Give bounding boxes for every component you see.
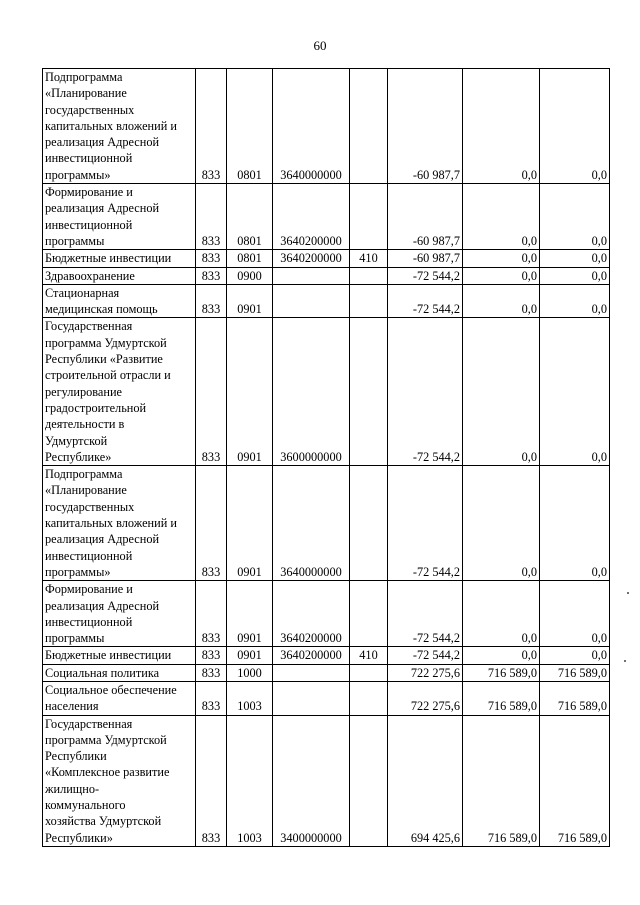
cell-expense-type (350, 267, 388, 284)
cell-section-code: 0801 (227, 184, 273, 250)
cell-name-line: «Планирование (45, 86, 127, 101)
cell-amount-2: 0,0 (463, 250, 540, 267)
cell-amount-3: 716 589,0 (540, 681, 610, 715)
cell-amount-3: 0,0 (540, 250, 610, 267)
cell-amount-3: 0,0 (540, 466, 610, 581)
cell-name-line: государственных (45, 102, 135, 117)
cell-ved-code: 833 (196, 284, 227, 318)
cell-amount-3: 0,0 (540, 284, 610, 318)
cell-amount-2: 0,0 (463, 318, 540, 466)
table-row (43, 250, 610, 267)
table-row (43, 466, 610, 581)
cell-name-line: инвестиционной (45, 548, 133, 563)
cell-name (43, 466, 196, 581)
cell-target-article (273, 267, 350, 284)
table-row (43, 664, 610, 681)
cell-expense-type (350, 664, 388, 681)
cell-target-article (273, 681, 350, 715)
cell-name-line: инвестиционной (45, 614, 133, 629)
cell-target-article: 3600000000 (273, 318, 350, 466)
table-row (43, 647, 610, 664)
cell-name-line: реализация Адресной (45, 201, 160, 216)
scan-speck (624, 660, 626, 662)
cell-amount-1: 694 425,6 (388, 715, 463, 846)
cell-expense-type (350, 681, 388, 715)
cell-amount-2: 0,0 (463, 284, 540, 318)
cell-name-line: инвестиционной (45, 217, 133, 232)
cell-amount-1: -72 544,2 (388, 318, 463, 466)
table-row (43, 715, 610, 846)
cell-amount-2: 716 589,0 (463, 681, 540, 715)
page-number: 60 (313, 38, 327, 53)
cell-section-code: 0900 (227, 267, 273, 284)
cell-target-article: 3640200000 (273, 581, 350, 647)
cell-name-line: государственных (45, 499, 135, 514)
cell-target-article: 3640200000 (273, 184, 350, 250)
cell-target-article: 3640000000 (273, 69, 350, 184)
table-row (43, 69, 610, 184)
table-row (43, 581, 610, 647)
cell-name-line: реализация Адресной (45, 135, 160, 150)
cell-name (43, 581, 196, 647)
cell-expense-type: 410 (350, 250, 388, 267)
cell-name (43, 318, 196, 466)
cell-name-line: капитальных вложений и (45, 516, 177, 531)
cell-section-code: 0901 (227, 318, 273, 466)
cell-expense-type (350, 184, 388, 250)
cell-name-line: реализация Адресной (45, 532, 160, 547)
cell-expense-type (350, 466, 388, 581)
cell-name-line: Здравоохранение (45, 268, 135, 283)
cell-name-line: Социальное обеспечение (45, 682, 177, 697)
cell-name-line: Республики «Развитие (45, 352, 163, 367)
cell-name-line: программы» (45, 167, 111, 182)
cell-target-article: 3640200000 (273, 647, 350, 664)
cell-name-line: Республике» (45, 449, 112, 464)
cell-target-article (273, 284, 350, 318)
cell-section-code: 0901 (227, 647, 273, 664)
cell-ved-code: 833 (196, 647, 227, 664)
budget-table (42, 68, 610, 847)
cell-target-article (273, 664, 350, 681)
cell-section-code: 1000 (227, 664, 273, 681)
cell-ved-code: 833 (196, 581, 227, 647)
cell-amount-1: -72 544,2 (388, 581, 463, 647)
cell-expense-type: 410 (350, 647, 388, 664)
cell-name (43, 69, 196, 184)
cell-name-line: Государственная (45, 716, 133, 731)
cell-name-line: Удмуртской (45, 433, 108, 448)
cell-ved-code: 833 (196, 184, 227, 250)
cell-name-line: программа Удмуртской (45, 335, 167, 350)
cell-name-line: «Планирование (45, 483, 127, 498)
cell-amount-3: 0,0 (540, 267, 610, 284)
cell-expense-type (350, 318, 388, 466)
cell-amount-1: -72 544,2 (388, 647, 463, 664)
cell-name-line: коммунального (45, 798, 126, 813)
cell-section-code: 0801 (227, 69, 273, 184)
cell-name-line: медицинская помощь (45, 302, 158, 317)
cell-section-code: 0901 (227, 581, 273, 647)
cell-amount-1: 722 275,6 (388, 681, 463, 715)
cell-name (43, 647, 196, 664)
cell-name-line: жилищно- (45, 781, 100, 796)
cell-name-line: реализация Адресной (45, 598, 160, 613)
cell-name-line: Подпрограмма (45, 467, 123, 482)
cell-name (43, 184, 196, 250)
cell-section-code: 0901 (227, 284, 273, 318)
cell-name-line: строительной отрасли и (45, 368, 171, 383)
cell-section-code: 0801 (227, 250, 273, 267)
cell-amount-1: -60 987,7 (388, 184, 463, 250)
cell-target-article: 3400000000 (273, 715, 350, 846)
cell-name-line: Республики (45, 749, 107, 764)
cell-amount-2: 716 589,0 (463, 664, 540, 681)
cell-name-line: хозяйства Удмуртской (45, 814, 162, 829)
cell-name-line: деятельности в (45, 417, 125, 432)
cell-name-line: Бюджетные инвестиции (45, 251, 172, 266)
cell-name-line: регулирование (45, 384, 122, 399)
cell-expense-type (350, 581, 388, 647)
cell-amount-3: 0,0 (540, 581, 610, 647)
cell-name-line: Формирование и (45, 185, 133, 200)
cell-expense-type (350, 69, 388, 184)
cell-name (43, 250, 196, 267)
cell-name-line: Социальная политика (45, 665, 160, 680)
cell-target-article: 3640000000 (273, 466, 350, 581)
cell-name-line: Формирование и (45, 582, 133, 597)
cell-name-line: градостроительной (45, 400, 147, 415)
table-row (43, 267, 610, 284)
cell-ved-code: 833 (196, 664, 227, 681)
cell-name (43, 681, 196, 715)
cell-amount-2: 0,0 (463, 647, 540, 664)
cell-name-line: программы (45, 631, 105, 646)
cell-ved-code: 833 (196, 318, 227, 466)
cell-name-line: Бюджетные инвестиции (45, 648, 172, 663)
cell-amount-2: 0,0 (463, 466, 540, 581)
cell-amount-2: 0,0 (463, 581, 540, 647)
cell-target-article: 3640200000 (273, 250, 350, 267)
cell-ved-code: 833 (196, 466, 227, 581)
table-row (43, 284, 610, 318)
cell-name (43, 664, 196, 681)
cell-name-line: программа Удмуртской (45, 732, 167, 747)
cell-amount-2: 0,0 (463, 267, 540, 284)
cell-expense-type (350, 284, 388, 318)
cell-amount-3: 716 589,0 (540, 664, 610, 681)
cell-name-line: «Комплексное развитие (45, 765, 170, 780)
cell-amount-2: 0,0 (463, 184, 540, 250)
cell-amount-1: -60 987,7 (388, 69, 463, 184)
cell-amount-2: 0,0 (463, 69, 540, 184)
cell-ved-code: 833 (196, 69, 227, 184)
cell-name-line: инвестиционной (45, 151, 133, 166)
scan-speck (627, 592, 629, 594)
budget-table-body (43, 69, 610, 847)
cell-name-line: населения (45, 699, 99, 714)
cell-ved-code: 833 (196, 250, 227, 267)
cell-section-code: 0901 (227, 466, 273, 581)
cell-name-line: Республики» (45, 830, 113, 845)
cell-ved-code: 833 (196, 681, 227, 715)
cell-section-code: 1003 (227, 681, 273, 715)
cell-name (43, 267, 196, 284)
cell-amount-1: -72 544,2 (388, 267, 463, 284)
cell-amount-1: 722 275,6 (388, 664, 463, 681)
cell-ved-code: 833 (196, 267, 227, 284)
cell-amount-3: 0,0 (540, 184, 610, 250)
cell-name (43, 715, 196, 846)
table-row (43, 318, 610, 466)
table-row (43, 681, 610, 715)
cell-amount-3: 0,0 (540, 69, 610, 184)
cell-amount-1: -72 544,2 (388, 284, 463, 318)
table-row (43, 184, 610, 250)
cell-name-line: Государственная (45, 319, 133, 334)
cell-amount-3: 716 589,0 (540, 715, 610, 846)
cell-expense-type (350, 715, 388, 846)
cell-name-line: Стационарная (45, 285, 120, 300)
cell-name-line: программы» (45, 564, 111, 579)
cell-amount-3: 0,0 (540, 318, 610, 466)
cell-amount-1: -60 987,7 (388, 250, 463, 267)
cell-amount-1: -72 544,2 (388, 466, 463, 581)
cell-name-line: Подпрограмма (45, 70, 123, 84)
cell-amount-3: 0,0 (540, 647, 610, 664)
cell-amount-2: 716 589,0 (463, 715, 540, 846)
cell-ved-code: 833 (196, 715, 227, 846)
cell-name-line: капитальных вложений и (45, 118, 177, 133)
cell-name (43, 284, 196, 318)
cell-name-line: программы (45, 233, 105, 248)
cell-section-code: 1003 (227, 715, 273, 846)
